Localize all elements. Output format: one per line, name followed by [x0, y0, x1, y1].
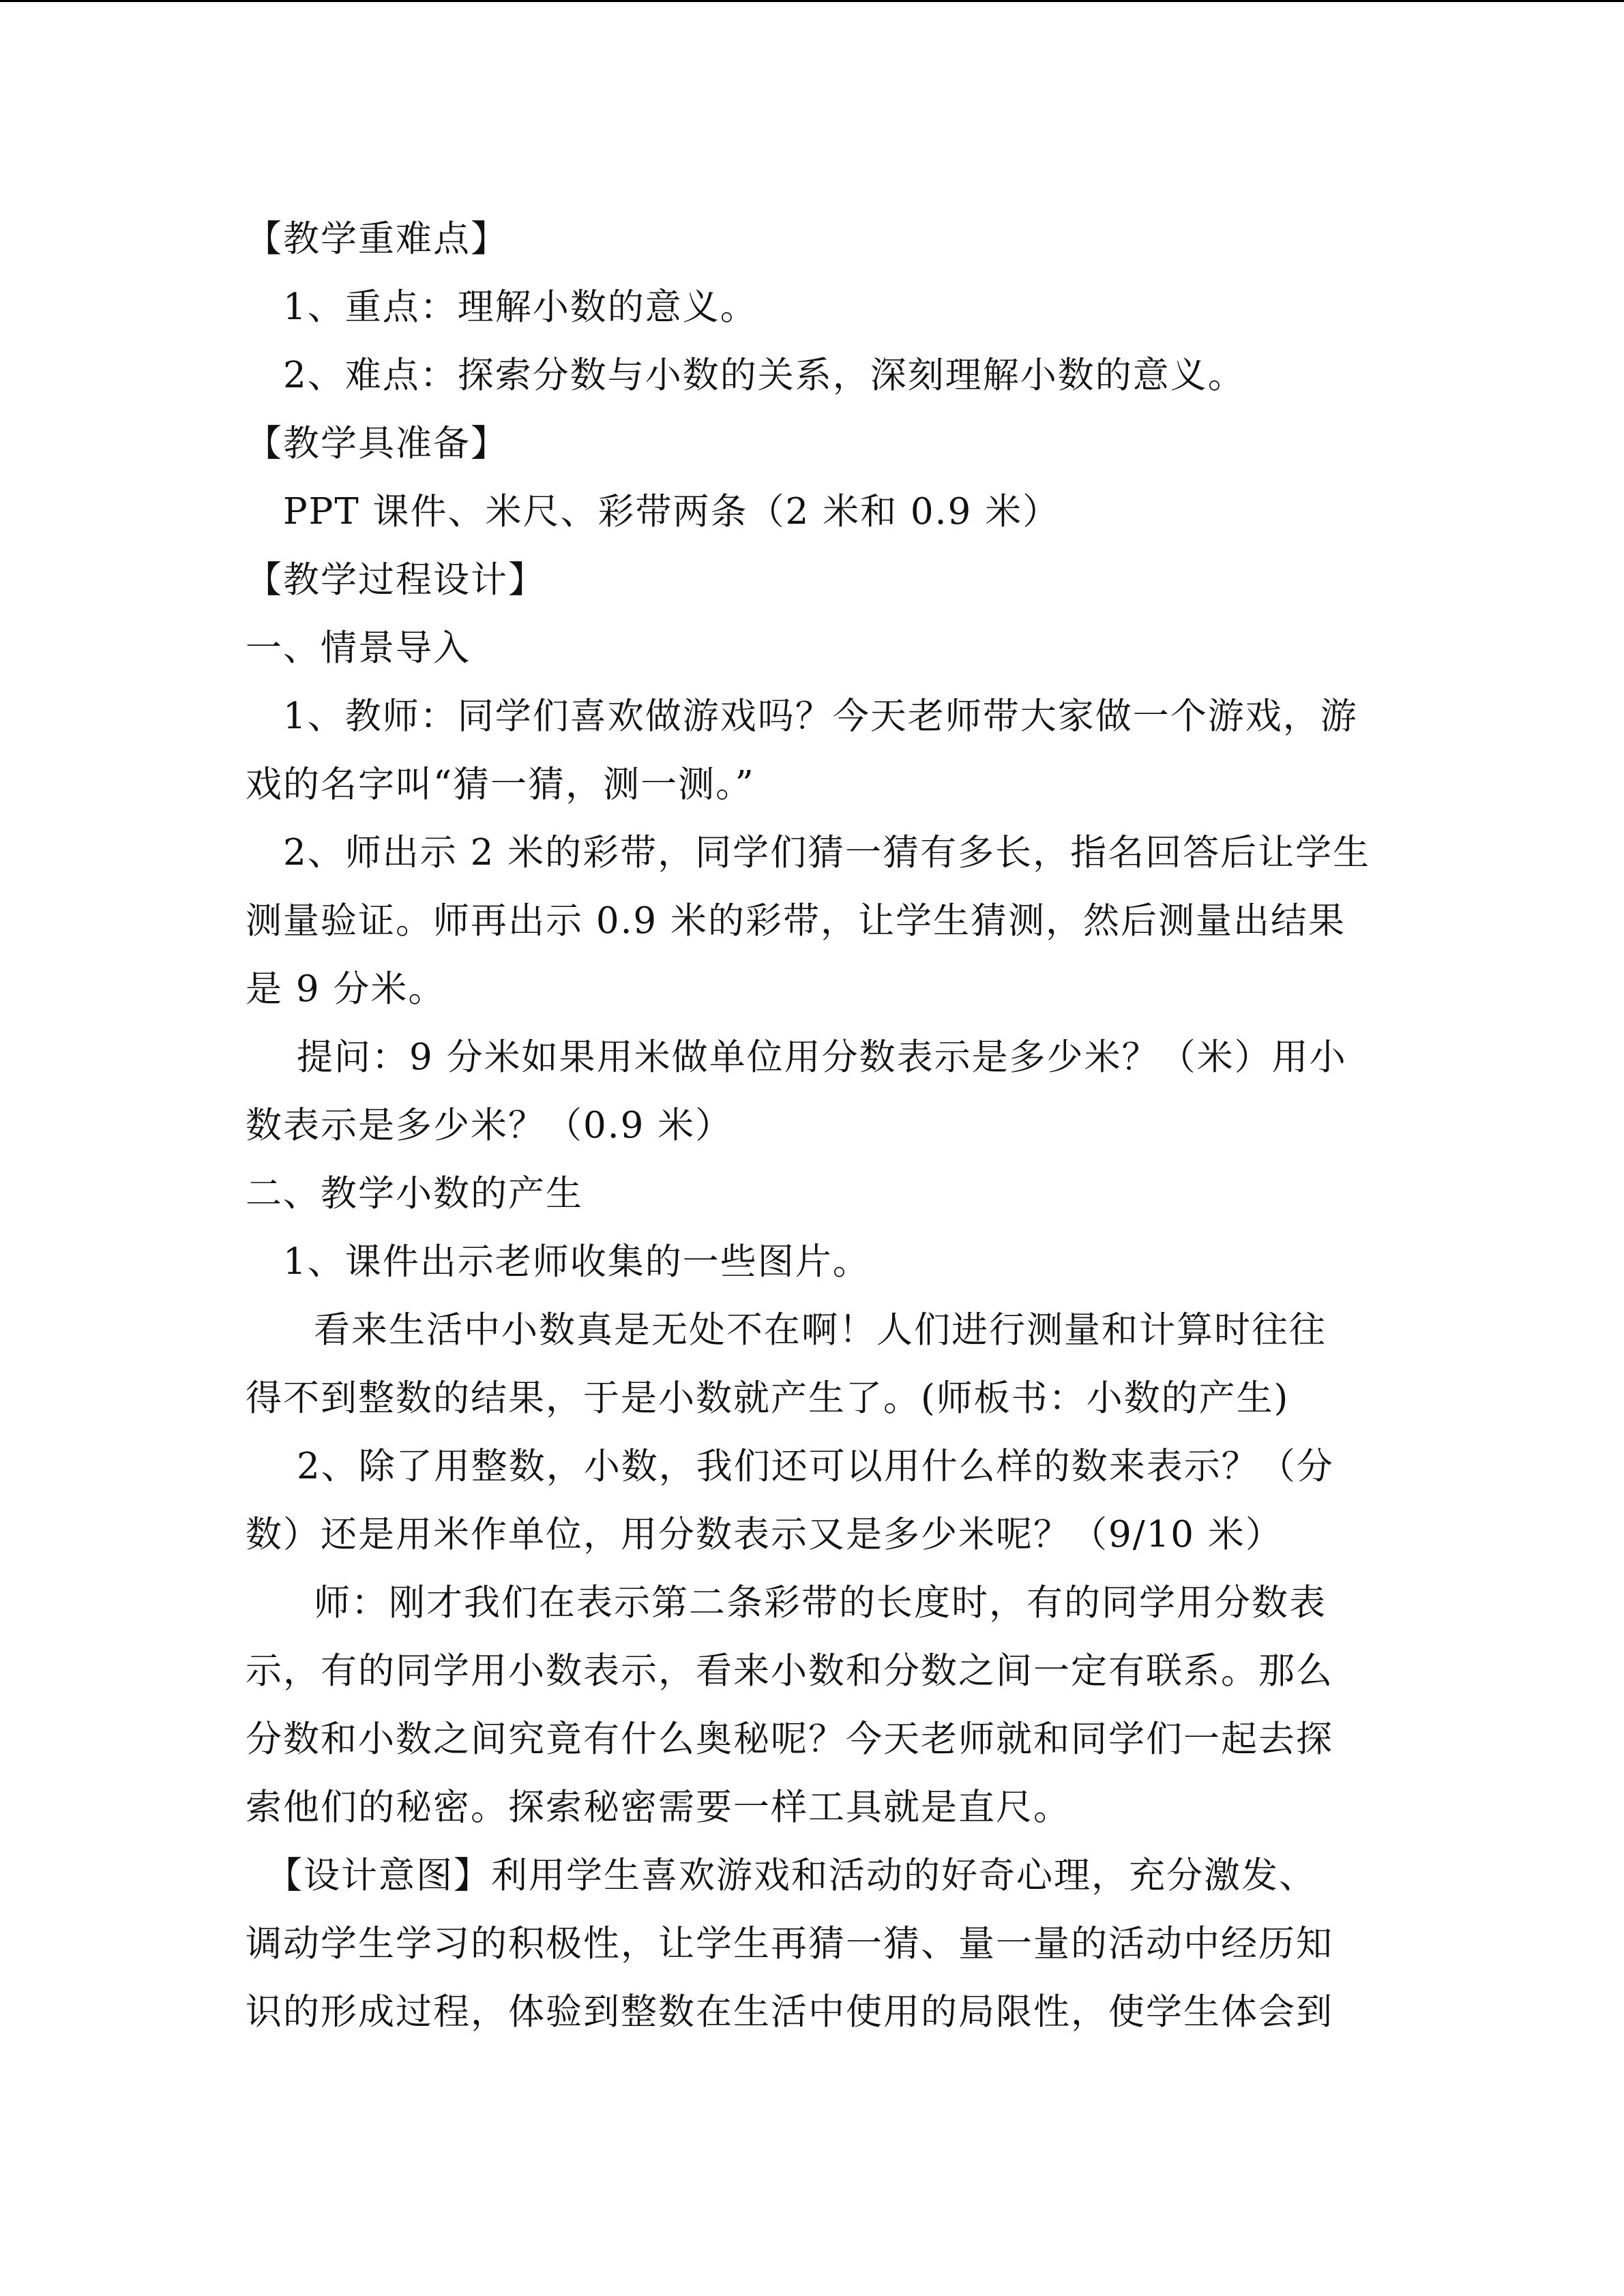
paragraph-line: 1、课件出示老师收集的一些图片。: [283, 1241, 870, 1283]
paragraph-line: 看来生活中小数真是无处不在啊！人们进行测量和计算时往往: [314, 1309, 1327, 1351]
paragraph-line: 2、除了用整数，小数，我们还可以用什么样的数来表示？（分: [297, 1446, 1334, 1487]
paragraph-line: 戏的名字叫“猜一猜，测一测。”: [246, 764, 755, 805]
paragraph-line: 数表示是多少米？（0.9 米）: [246, 1105, 733, 1146]
paragraph-line: 示，有的同学用小数表示，看来小数和分数之间一定有联系。那么: [246, 1650, 1333, 1692]
section-heading-key-points: 【教学重难点】: [246, 218, 508, 260]
section-heading-materials: 【教学具准备】: [246, 423, 508, 464]
section-heading-process: 【教学过程设计】: [246, 559, 546, 601]
document-body: [246, 205, 1378, 2046]
paragraph-line: 师：刚才我们在表示第二条彩带的长度时，有的同学用分数表: [314, 1582, 1327, 1624]
paragraph-line: 是 9 分米。: [246, 968, 446, 1010]
paragraph-line: 调动学生学习的积极性，让学生再猜一猜、量一量的活动中经历知: [246, 1923, 1333, 1965]
paragraph-line: 分数和小数之间究竟有什么奥秘呢？今天老师就和同学们一起去探: [246, 1718, 1333, 1760]
paragraph-line: PPT 课件、米尺、彩带两条（2 米和 0.9 米）: [283, 491, 1061, 533]
paragraph-line: 识的形成过程，体验到整数在生活中使用的局限性，使学生体会到: [246, 1991, 1333, 2033]
paragraph-line: 提问：9 分米如果用米做单位用分数表示是多少米？（米）用小: [297, 1037, 1347, 1078]
paragraph-line: 得不到整数的结果，于是小数就产生了。(师板书：小数的产生): [246, 1377, 1290, 1419]
paragraph-line: 测量验证。师再出示 0.9 米的彩带，让学生猜测，然后测量出结果: [246, 900, 1346, 942]
paragraph-line: 1、教师：同学们喜欢做游戏吗？今天老师带大家做一个游戏，游: [283, 696, 1358, 737]
paragraph-line: 数）还是用米作单位，用分数表示又是多少米呢？（9/10 米）: [246, 1514, 1283, 1555]
subsection-heading-intro: 一、情景导入: [246, 627, 471, 669]
paragraph-line: 1、重点：理解小数的意义。: [283, 286, 758, 328]
design-intent-line: 【设计意图】利用学生喜欢游戏和活动的好奇心理，充分激发、: [266, 1855, 1316, 1896]
paragraph-line: 2、师出示 2 米的彩带，同学们猜一猜有多长，指名回答后让学生: [283, 832, 1371, 874]
subsection-heading-origin: 二、教学小数的产生: [246, 1173, 583, 1214]
paragraph-line: 索他们的秘密。探索秘密需要一样工具就是直尺。: [246, 1787, 1071, 1828]
paragraph-line: 2、难点：探索分数与小数的关系，深刻理解小数的意义。: [283, 355, 1245, 396]
